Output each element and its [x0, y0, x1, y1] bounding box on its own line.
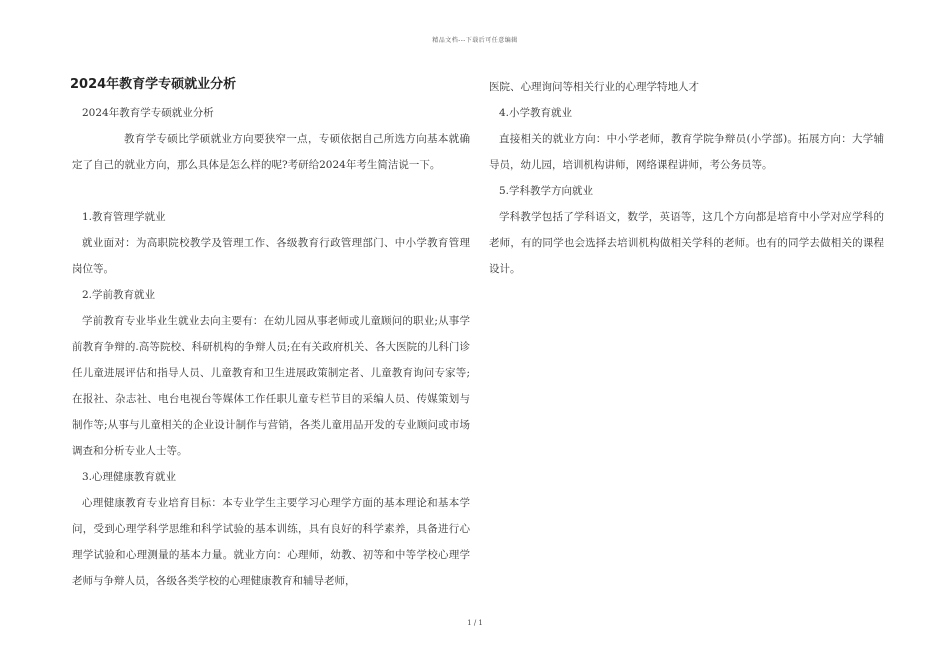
section-5-body: 学科教学包括了学科语文，数学，英语等，这几个方向都是培育中小学对应学科的老师，有的同学也会选择去培训机构做相关学科的老师。也有的同学去做相关的课程设计。	[489, 211, 884, 275]
section-1-heading: 1.教育管理学就业	[82, 211, 166, 223]
page-number: 1 / 1	[467, 619, 483, 627]
section-2-heading: 2.学前教育就业	[82, 289, 156, 301]
section-1-body: 就业面对：为高职院校教学及管理工作、各级教育行政管理部门、中小学教育管理岗位等。	[72, 237, 470, 275]
right-column	[489, 74, 884, 282]
page-header: 精品文档---下载后可任意编辑	[432, 37, 518, 44]
section-5-heading: 5.学科教学方向就业	[499, 185, 594, 197]
intro-paragraph: 教育学专硕比学硕就业方向要狭窄一点，专硕依据自己所选方向基本就确定了自己的就业方向，那么具体是怎么样的呢?考研给2024年考生简洁说一下。	[72, 133, 470, 171]
section-4-body: 直接相关的就业方向：中小学老师，教育学院争辩员(小学部)。拓展方向：大学辅导员，幼儿园，培训机构讲师，网络课程讲师，考公务员等。	[489, 133, 884, 171]
section-3-heading: 3.心理健康教育就业	[82, 471, 177, 483]
blank-line	[72, 178, 470, 204]
section-3-continued: 医院、心理询问等相关行业的心理学特地人才	[489, 81, 699, 93]
left-column	[72, 74, 470, 594]
section-3-body: 心理健康教育专业培育目标：本专业学生主要学习心理学方面的基本理论和基本学问，受到心理学科学思维和科学试验的基本训练，具有良好的科学素养，具备进行心理学试验和心理测量的基本力量。就业方向：心理师，幼教、初等和中等学校心理学老师与争辩人员，各级各类学校的心理健康教育和辅导老师，	[72, 497, 470, 587]
subtitle: 2024年教育学专硕就业分析	[82, 107, 214, 119]
document-title: 2024年教育学专硕就业分析	[70, 77, 237, 92]
section-2-body: 学前教育专业毕业生就业去向主要有：在幼儿园从事老师或儿童顾问的职业;从事学前教育争辩的.高等院校、科研机构的争辩人员;在有关政府机关、各大医院的儿科门诊任儿童进展评估和指导人员、儿童教育和卫生进展政策制定者、儿童教育询问专家等;在报社、杂志社、电台电视台等媒体工作任职儿童专栏节目的采编人员、传媒策划与制作等;从事与儿童相关的企业设计制作与营销，各类儿童用品开发的专业顾问或市场调查和分析专业人士等。	[72, 315, 470, 457]
section-4-heading: 4.小学教育就业	[499, 107, 573, 119]
